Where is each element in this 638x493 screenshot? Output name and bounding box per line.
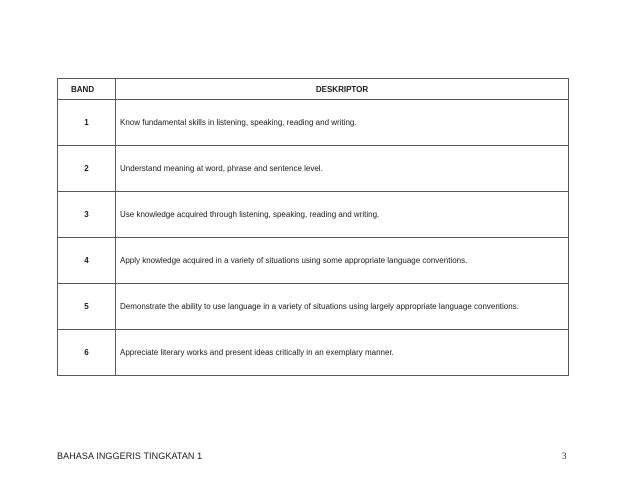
header-descriptor: DESKRIPTOR <box>116 79 569 100</box>
band-descriptor: Apply knowledge acquired in a variety of situations using some appropriate language conventions. <box>116 238 569 284</box>
table-row <box>58 284 569 330</box>
table-row <box>58 100 569 146</box>
footer-page-number: 3 <box>562 451 567 461</box>
band-number: 5 <box>58 284 116 330</box>
band-descriptor-table <box>57 78 569 376</box>
table-row <box>58 192 569 238</box>
band-descriptor: Demonstrate the ability to use language in a variety of situations using largely appropriate language conventions. <box>116 284 569 330</box>
table-row <box>58 330 569 376</box>
footer-document-title: BAHASA INGGERIS TINGKATAN 1 <box>57 451 203 461</box>
band-descriptor: Use knowledge acquired through listening, speaking, reading and writing. <box>116 192 569 238</box>
band-number: 2 <box>58 146 116 192</box>
band-descriptor: Appreciate literary works and present ideas critically in an exemplary manner. <box>116 330 569 376</box>
table-header-row <box>58 79 569 100</box>
band-number: 6 <box>58 330 116 376</box>
band-number: 1 <box>58 100 116 146</box>
header-band: BAND <box>58 79 116 100</box>
band-number: 4 <box>58 238 116 284</box>
band-number: 3 <box>58 192 116 238</box>
band-descriptor: Understand meaning at word, phrase and sentence level. <box>116 146 569 192</box>
band-descriptor: Know fundamental skills in listening, speaking, reading and writing. <box>116 100 569 146</box>
table-row <box>58 146 569 192</box>
table-row <box>58 238 569 284</box>
